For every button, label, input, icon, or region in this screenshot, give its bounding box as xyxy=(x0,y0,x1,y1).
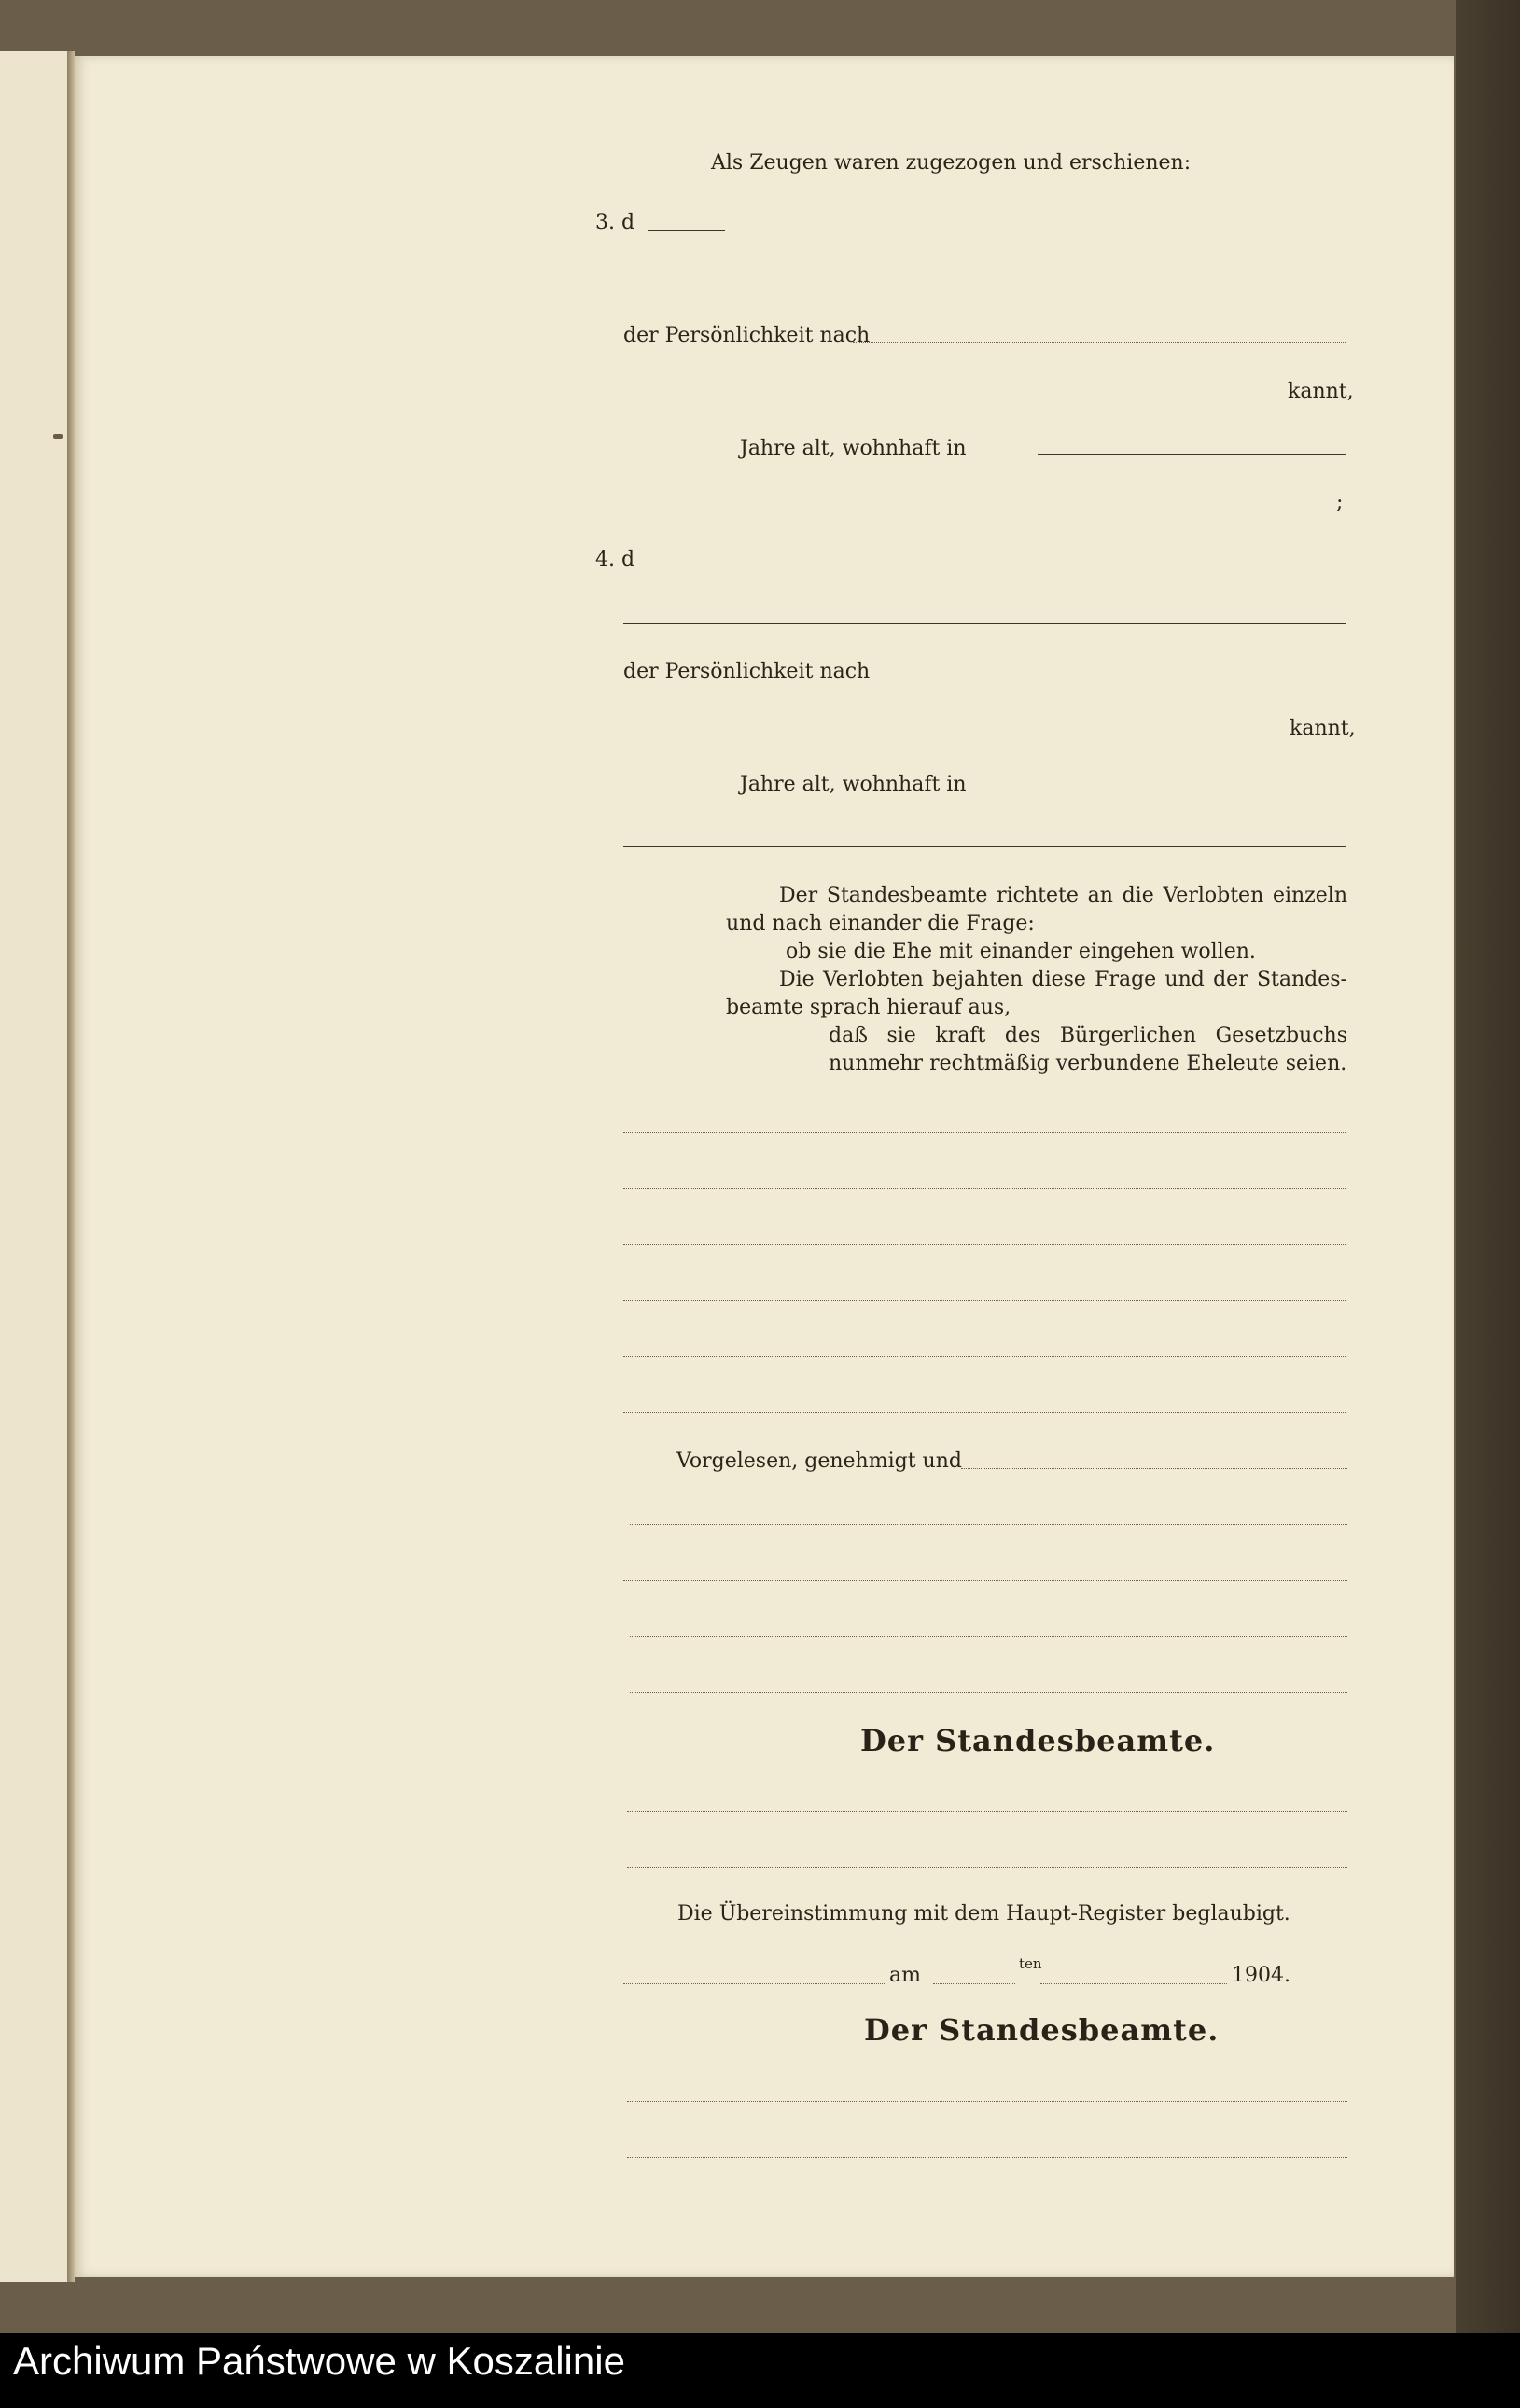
book-gutter xyxy=(67,51,75,2282)
fill-line xyxy=(623,1356,1346,1357)
fill-line xyxy=(933,1983,1015,1984)
date-am: am xyxy=(889,1964,921,1987)
fill-line xyxy=(623,1412,1346,1413)
witness-4-number: 4. d xyxy=(595,548,635,571)
declaration-pronouncement: daß sie kraft des Bürgerlichen Gesetzbuchs nunmehr rechtmäßig verbundene Eheleute seien. xyxy=(829,1024,1347,1075)
fill-line xyxy=(630,1524,1347,1525)
declaration-paragraph-2: Die Verlobten bejahten diese Frage und der Standes- beamte sprach hierauf aus, xyxy=(726,968,1347,1019)
witness-3-kannt: kannt, xyxy=(1288,380,1354,403)
underline xyxy=(1038,454,1346,455)
declaration-paragraph-1: Der Standesbeamte richtete an die Verlobten einzeln und nach einander die Frage: xyxy=(726,884,1347,935)
fill-line xyxy=(627,1867,1347,1868)
fill-line xyxy=(630,1692,1347,1693)
date-ten: ten xyxy=(1019,1955,1042,1972)
witness-3-semicolon: ; xyxy=(1336,491,1344,514)
witness-3-alter: Jahre alt, wohnhaft in xyxy=(740,437,967,460)
signature-1-title: Der Standesbeamte. xyxy=(860,1723,1216,1758)
fill-line xyxy=(630,1636,1347,1637)
witness-3-number: 3. d xyxy=(595,211,635,234)
witness-3-persoenlichkeit: der Persönlichkeit nach xyxy=(623,324,871,347)
underline xyxy=(648,230,725,231)
fill-line xyxy=(1040,1983,1227,1984)
witnesses-heading: Als Zeugen waren zugezogen und erschienen: xyxy=(711,151,1192,175)
date-year: 1904. xyxy=(1232,1964,1290,1987)
fill-line xyxy=(627,1811,1347,1812)
witness-4-alter: Jahre alt, wohnhaft in xyxy=(740,773,967,796)
underline xyxy=(623,846,1346,847)
left-page-edge xyxy=(0,51,69,2282)
vorgelesen-label: Vorgelesen, genehmigt und xyxy=(676,1449,962,1473)
archive-footer-text: Archiwum Państwowe w Koszalinie xyxy=(13,2339,625,2383)
binding-mark xyxy=(53,434,63,439)
fill-line xyxy=(627,2101,1347,2102)
document-page xyxy=(75,56,1454,2277)
fill-line xyxy=(623,1983,886,1984)
beglaubigt-text: Die Übereinstimmung mit dem Haupt-Register beglaubigt. xyxy=(677,1902,1290,1925)
fill-line xyxy=(627,2157,1347,2158)
fill-line xyxy=(961,1468,1347,1469)
declaration-question: ob sie die Ehe mit einander eingehen wollen. xyxy=(786,940,1256,963)
fill-line xyxy=(623,1188,1346,1189)
witness-4-persoenlichkeit: der Persönlichkeit nach xyxy=(623,660,871,683)
underline xyxy=(623,623,1346,624)
signature-2-title: Der Standesbeamte. xyxy=(864,2012,1220,2048)
fill-line xyxy=(623,1300,1346,1301)
fill-line xyxy=(853,342,1346,343)
witness-4-kannt: kannt, xyxy=(1290,717,1356,740)
fill-line xyxy=(623,1244,1346,1245)
fill-line xyxy=(623,1132,1346,1133)
fill-line xyxy=(623,1580,1347,1581)
